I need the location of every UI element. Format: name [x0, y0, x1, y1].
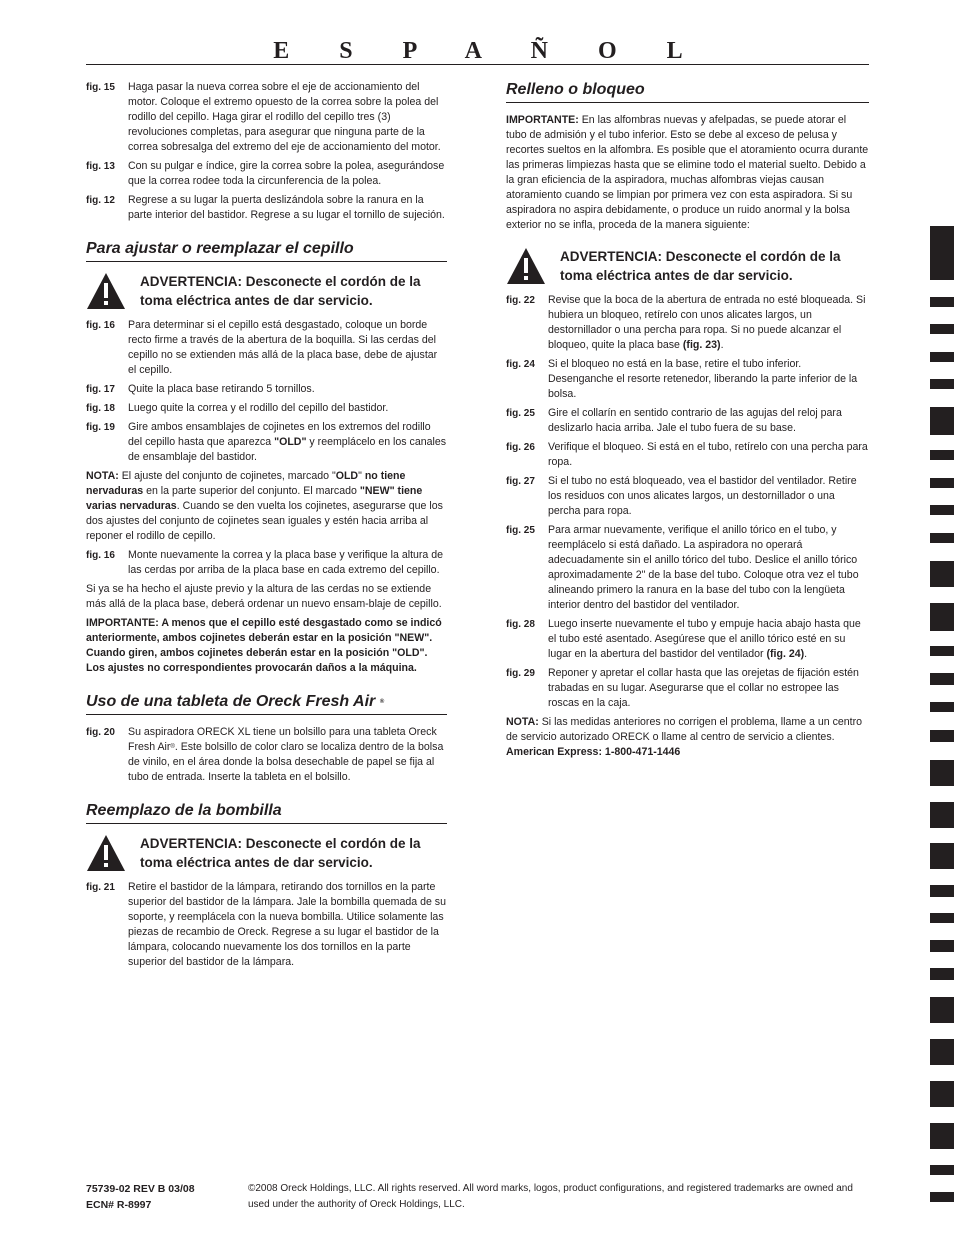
fig-text — [128, 725, 447, 785]
text-run-bold: OLD — [335, 470, 359, 482]
section-title: Relleno o bloqueo — [506, 80, 869, 103]
fig-label: fig. 15 — [86, 82, 115, 93]
nota-paragraph — [86, 469, 447, 544]
text-run: en la parte superior del conjunto. El marcado — [143, 485, 360, 497]
footer-copyright: ©2008 Oreck Holdings, LLC. All rights reserved. All word marks, logos, product configurations, and registered trademarks are owned and used under the authority of Oreck Holdings, LLC. — [248, 1183, 853, 1210]
text-run: " — [358, 470, 365, 482]
warning-box — [86, 834, 447, 874]
doc-number: 75739-02 REV B 03/08 — [86, 1183, 195, 1195]
fig-label: fig. 25 — [506, 525, 535, 536]
index-tab — [930, 1081, 954, 1107]
fig-text: Haga pasar la nueva correa sobre el eje de accionamiento del motor. Coloque el extremo opuesto de la correa sobre la polea del rodillo del cepillo. Haga girar el rodillo del cepillo tres (3) revoluciones completas, para asegurar que ninguna parte de la correa sobresalga del extremo del eje de accionamiento del motor. — [128, 81, 441, 153]
fig-item — [506, 523, 869, 613]
warning-triangle-icon — [86, 834, 140, 874]
index-tab — [930, 968, 954, 980]
index-tab — [930, 407, 954, 435]
text-run: Gire ambos ensamblajes de cojinetes en los extremos del rodillo del cepillo hasta que aparezca — [128, 421, 431, 448]
text-run: . Cuando se den vuelta los cojinetes, asegurarse que los dos ajustes del conjunto de cojinetes sean iguales y estén hacia arriba al reponer el rodillo de cepillo. — [86, 500, 443, 542]
text-run: . Este bolsillo de color claro se localiza dentro de la bolsa de vinilo, en el área donde la bolsa desechable de papel se fija al tubo de entrada. Inserte la tableta en el bolsillo. — [128, 741, 444, 783]
text-run: . — [720, 339, 724, 351]
fig-item — [86, 548, 447, 578]
importante-paragraph: IMPORTANTE: A menos que el cepillo esté desgastado como se indicó anteriormente, ambos cojinetes deberán estar en la posición "NEW". Cuando giren, ambos cojinetes deberán estar en la posición "OLD". Los ajustes no correspondientes provocarán daños a la máquina. — [86, 617, 442, 674]
index-tab — [930, 673, 954, 685]
index-tab — [930, 1165, 954, 1175]
index-tab — [930, 450, 954, 460]
page-title: E S P A Ñ O L — [273, 38, 705, 64]
text-run-bold: "NEW" tiene varias nervaduras — [86, 485, 423, 512]
nota-paragraph — [506, 715, 869, 760]
index-tab — [930, 352, 954, 362]
fig-label: fig. 29 — [506, 668, 535, 679]
warning-box — [86, 272, 447, 312]
text-run-bold: NOTA: — [506, 716, 539, 728]
index-tab — [930, 1039, 954, 1065]
registered-mark: ® — [379, 699, 385, 705]
fig-label: fig. 25 — [506, 408, 535, 419]
index-tab — [930, 802, 954, 828]
fig-item — [506, 666, 869, 711]
fig-text: Verifique el bloqueo. Si está en el tubo, retírelo con una percha para ropa. — [548, 441, 868, 468]
fig-text: Monte nuevamente la correa y la placa base y verifique la altura de las cerdas por arriba de la placa base en cada extremo del cepillo. — [128, 549, 444, 576]
warning-text: ADVERTENCIA: Desconecte el cordón de la toma eléctrica antes de dar servicio. — [140, 836, 421, 870]
fig-label: fig. 28 — [506, 619, 535, 630]
text-run-bold: (fig. 23) — [682, 339, 721, 351]
fig-label: fig. 21 — [86, 882, 115, 893]
index-tab — [930, 297, 954, 307]
footer-doc-info — [86, 1181, 195, 1213]
index-tab — [930, 478, 954, 488]
index-tab — [930, 843, 954, 869]
fig-text: Reponer y apretar el collar hasta que las orejetas de fijación estén trabadas en su lugar. Asegurarse que el collar no estropee las roscas en la caja. — [548, 667, 859, 709]
index-tab — [930, 226, 954, 280]
index-tabs — [930, 0, 954, 1235]
text-run-bold: (fig. 24) — [766, 648, 805, 660]
fig-text: Luego quite la correa y el rodillo del cepillo del bastidor. — [128, 402, 389, 414]
fig-item — [506, 293, 869, 353]
fig-text: Si el tubo no está bloqueado, vea el bastidor del ventilador. Retire los residuos con unos alicates largos, un destornillador o una percha para ropa. — [548, 475, 857, 517]
fig-item — [86, 880, 447, 970]
text-run-bold: NOTA: — [86, 470, 119, 482]
index-tab — [930, 940, 954, 952]
index-tab — [930, 997, 954, 1023]
fig-item — [86, 401, 447, 416]
index-tab — [930, 533, 954, 543]
fig-text: Retire el bastidor de la lámpara, retirando dos tornillos en la parte superior del bastidor de la lámpara. Jale la bombilla quemada de su soporte, y reemplácela con la nueva bombilla. Utilice solamente las piezas de recambio de Oreck. Regrese a su lugar el bastidor de la lámpara, colocando nuevamente los dos tornillos en la parte superior del bastidor de la lámpara. — [128, 881, 446, 968]
warning-box — [506, 247, 869, 287]
warning-triangle-icon — [86, 272, 140, 312]
fig-item — [506, 440, 869, 470]
fig-text: Para determinar si el cepillo está desgastado, coloque un borde recto firme a través de la abertura de la boquilla. Si las cerdas del cepillo no se extienden más allá de la placa base, debe de ajustar el cepillo. — [128, 319, 438, 376]
index-tab — [930, 913, 954, 923]
fig-label: fig. 16 — [86, 550, 115, 561]
index-tab — [930, 646, 954, 656]
fig-text: Quite la placa base retirando 5 tornillos. — [128, 383, 315, 395]
section-title-text: Uso de una tableta de Oreck Fresh Air — [86, 693, 376, 710]
header-rule — [86, 64, 869, 65]
fig-text — [128, 420, 447, 465]
fig-item — [86, 193, 447, 223]
fig-label: fig. 26 — [506, 442, 535, 453]
fig-label: fig. 22 — [506, 295, 535, 306]
index-tab — [930, 1192, 954, 1202]
section-title — [86, 692, 447, 715]
text-run: En las alfombras nuevas y afelpadas, se puede atorar el tubo de admisión y el tubo inferior. Esto se debe al exceso de pelusa y recortes sueltos en la alfombra. Es posible que el atoramiento ocurra durante las primeras limpiezas hasta que se elimine todo el material suelto. Debido a la gran eficiencia de la aspiradora, muchas alfombras viejas causan atoramiento cuando se limpian por primera vez con esta aspiradora. Si su aspiradora no aspira debidamente, o produce un ruido anormal y la bolsa exterior no se infla, proceda de la manera siguiente: — [506, 114, 869, 231]
left-column — [86, 80, 447, 974]
text-run: Revise que la boca de la abertura de entrada no esté bloqueada. Si hubiera un bloqueo, retírelo con unos alicates largos, un destornillador o una percha para ropa. Si no puede alcanzar el bloqueo, quite la placa base — [548, 294, 866, 351]
importante-paragraph — [506, 113, 869, 233]
index-tab — [930, 730, 954, 742]
fig-text: Regrese a su lugar la puerta deslizándola sobre la ranura en la parte interior del bastidor. Regrese a su lugar el tornillo de sujeción. — [128, 194, 445, 221]
fig-label: fig. 17 — [86, 384, 115, 395]
warning-triangle-icon — [506, 247, 560, 287]
fig-text: Gire el collarín en sentido contrario de las agujas del reloj para deslizarlo hacia arriba. Jale el tubo fuera de su base. — [548, 407, 842, 434]
text-run: Su aspiradora ORECK XL tiene un bolsillo para una tableta Oreck Fresh Air — [128, 726, 437, 753]
warning-text: ADVERTENCIA: Desconecte el cordón de la toma eléctrica antes de dar servicio. — [560, 249, 841, 283]
fig-item — [506, 406, 869, 436]
fig-text: Si el bloqueo no está en la base, retire el tubo inferior. Desenganche el resorte retenedor, liberando la parte inferior de la bolsa. — [548, 358, 858, 400]
text-run: y reemplácelo en los canales de ensamblaje del bastidor. — [128, 436, 447, 463]
fig-label: fig. 18 — [86, 403, 115, 414]
section-title: Para ajustar o reemplazar el cepillo — [86, 239, 447, 262]
index-tab — [930, 885, 954, 897]
fig-item — [506, 617, 869, 662]
fig-item — [506, 474, 869, 519]
fig-label: fig. 24 — [506, 359, 535, 370]
section-title: Reemplazo de la bombilla — [86, 801, 447, 824]
index-tab — [930, 324, 954, 334]
fig-item — [506, 357, 869, 402]
fig-text: Con su pulgar e índice, gire la correa sobre la polea, asegurándose que la correa rodee toda la circunferencia de la polea. — [128, 160, 445, 187]
fig-item — [86, 725, 447, 785]
paragraph: Si ya se ha hecho el ajuste previo y la altura de las cerdas no se extiende más allá de la placa base, deberá ordenar un nuevo ensam-blaje de cepillo. — [86, 583, 442, 610]
fig-text: Para armar nuevamente, verifique el anillo tórico en el tubo, y reemplácelo si está dañado. La aspiradora no operará adecuadamente sin el anillo tórico del tubo. Deslice el anillo tórico aproximadamente 2" de la base del tubo. Coloque otra vez el tubo alineando primero la ranura en la base del tubo con la lengüeta interior dentro del bastidor del ventilador. — [548, 524, 859, 611]
fig-label: fig. 19 — [86, 422, 115, 433]
registered-mark: ® — [170, 744, 175, 750]
index-tab — [930, 379, 954, 389]
text-run-bold: no tiene nervaduras — [86, 470, 406, 497]
fig-item — [86, 318, 447, 378]
text-run: Si las medidas anteriores no corrigen el problema, llame a un centro de servicio autorizado ORECK o llame al centro de servicio a clientes. — [506, 716, 863, 743]
index-tab — [930, 760, 954, 786]
warning-text: ADVERTENCIA: Desconecte el cordón de la toma eléctrica antes de dar servicio. — [140, 274, 421, 308]
index-tab — [930, 561, 954, 587]
fig-label: fig. 13 — [86, 161, 115, 172]
fig-item — [86, 80, 447, 155]
text-run: El ajuste del conjunto de cojinetes, marcado " — [118, 470, 336, 482]
index-tab — [930, 702, 954, 712]
fig-label: fig. 20 — [86, 727, 115, 738]
fig-label: fig. 12 — [86, 195, 115, 206]
index-tab — [930, 505, 954, 515]
right-column — [506, 80, 869, 764]
fig-item — [86, 159, 447, 189]
fig-item — [86, 420, 447, 465]
fig-text — [548, 617, 869, 662]
fig-item — [86, 382, 447, 397]
text-run: Luego inserte nuevamente el tubo y empuje hacia abajo hasta que el tubo esté asentado. Asegúrese que el anillo tórico esté en su lugar en la abertura del bastidor del ventilador — [548, 618, 861, 660]
phone-number: American Express: 1-800-471-1446 — [506, 746, 681, 758]
index-tab — [930, 1123, 954, 1149]
text-run-bold: "OLD" — [274, 436, 307, 448]
text-run: . — [804, 648, 808, 660]
text-run-bold: IMPORTANTE: — [506, 114, 579, 126]
index-tab — [930, 603, 954, 631]
ecn-number: ECN# R-8997 — [86, 1199, 152, 1211]
fig-label: fig. 27 — [506, 476, 535, 487]
fig-label: fig. 16 — [86, 320, 115, 331]
fig-text — [548, 293, 869, 353]
